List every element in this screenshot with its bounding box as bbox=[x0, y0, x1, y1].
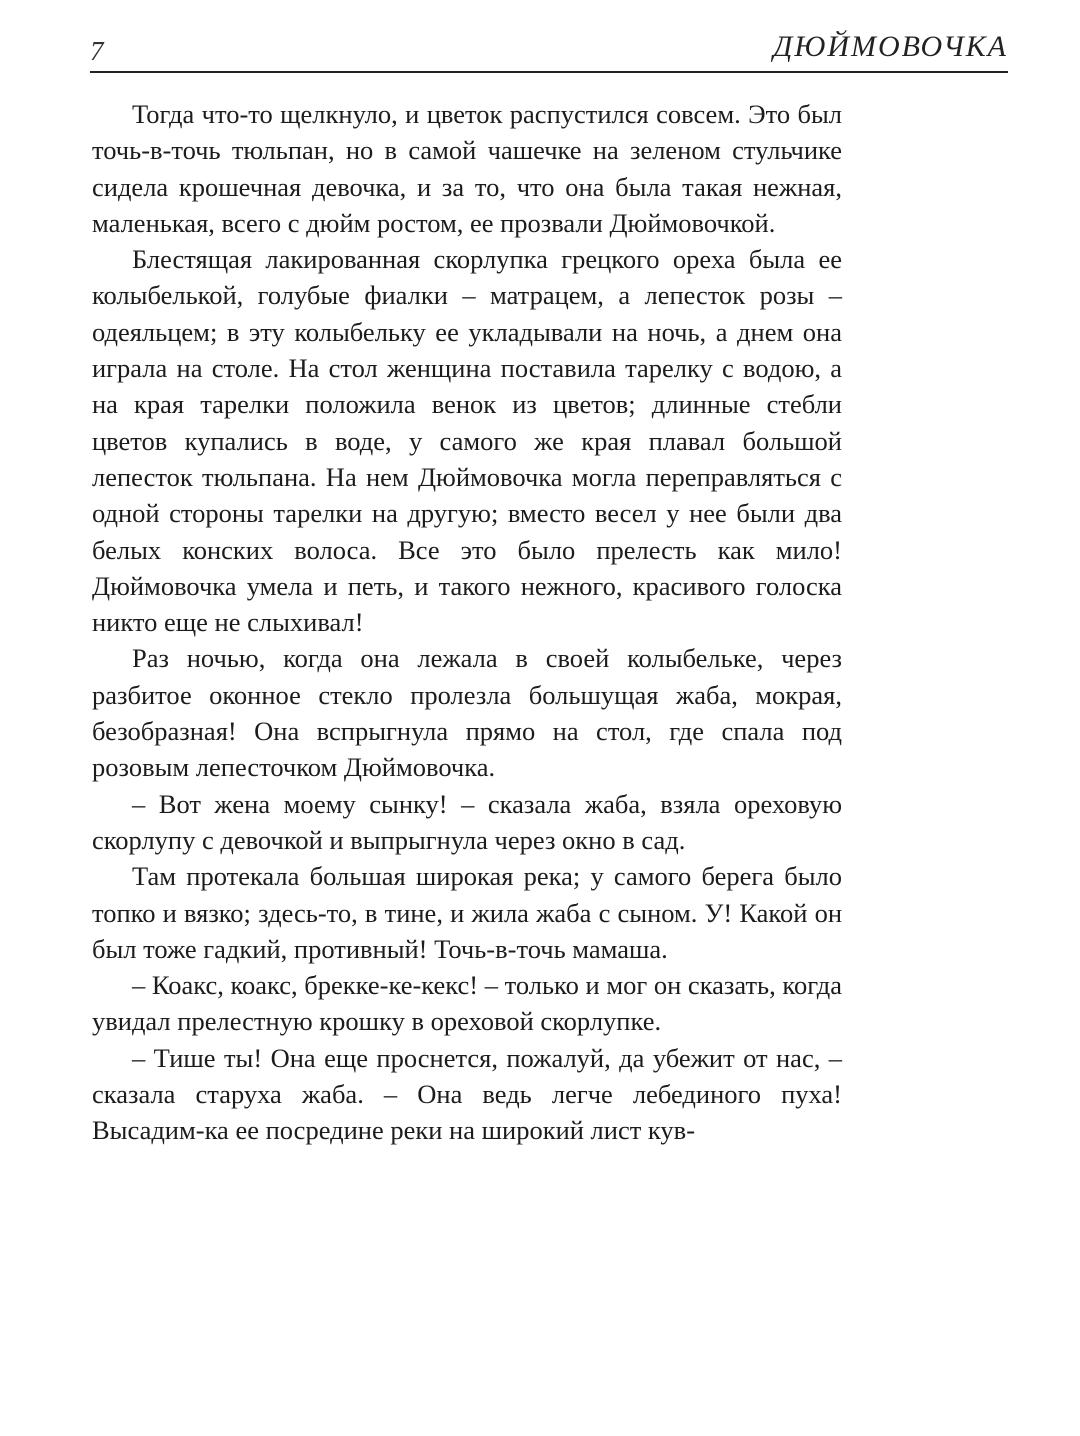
header-rule bbox=[90, 71, 1008, 73]
paragraph: – Тише ты! Она еще проснется, пожалуй, да убежит от нас, – сказала старуха жаба. – Она ведь легче лебединого пуха! Высадим-ка ее посредине реки на широкий лист кув- bbox=[92, 1042, 842, 1146]
book-title: ДЮЙМОВОЧКА bbox=[773, 30, 1008, 63]
paragraph: Раз ночью, когда она лежала в своей колыбельке, через разбитое оконное стекло пролезла большущая жаба, мокрая, безобразная! Она вспрыгнула прямо на стол, где спала под розовым лепесточком Дюймовочка. bbox=[92, 643, 842, 783]
paragraph: – Вот жена моему сынку! – сказала жаба, взяла ореховую скорлупу с девочкой и выпрыгнула через окно в сад. bbox=[92, 788, 842, 855]
running-head bbox=[90, 30, 1008, 70]
story-text bbox=[92, 96, 842, 1149]
paragraph: – Коакс, коакс, брекке-ке-кекс! – только и мог он сказать, когда увидал прелестную крошку в ореховой скорлупке. bbox=[92, 970, 842, 1037]
page-number: 7 bbox=[90, 36, 104, 66]
paragraph: Тогда что-то щелкнуло, и цветок распустился совсем. Это был точь-в-точь тюльпан, но в самой чашечке на зеленом стульчике сидела крошечная девочка, и за то, что она была такая нежная, маленькая, всего с дюйм ростом, ее прозвали Дюймовочкой. bbox=[92, 99, 842, 238]
paragraph: Там протекала большая широкая река; у самого берега было топко и вязко; здесь-то, в тине, и жила жаба с сыном. У! Какой он был тоже гадкий, противный! Точь-в-точь мамаша. bbox=[92, 861, 842, 964]
paragraph: Блестящая лакированная скорлупка грецкого ореха была ее колыбелькой, голубые фиалки – матрацем, а лепесток розы – одеяльцем; в эту колыбельку ее укладывали на ночь, а днем она играла на столе. На стол женщина поставила тарелку с водою, а на края тарелки положила венок из цветов; длинные стебли цветов купались в воде, у самого же края плавал большой лепесток тюльпана. На нем Дюймовочка могла переправляться с одной стороны тарелки на другую; вместо весел у нее были два белых конских волоса. Все это было прелесть как мило! Дюймовочка умела и петь, и такого нежного, красивого голоска никто еще не слыхивал! bbox=[92, 244, 842, 638]
